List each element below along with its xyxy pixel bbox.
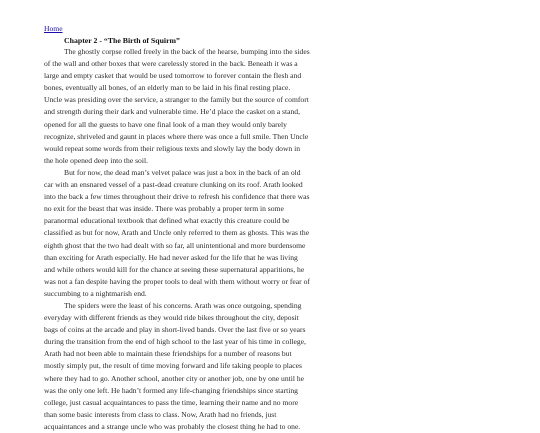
document-content [44, 24, 310, 433]
paragraph-3: The spiders were the least of his concerns. Arath was once outgoing, spending everyday with different friends as they would ride bikes throughout the city, deposit bags of coins at the arcade and play in short-lived bands. Over the last five or so years during the transition from the end of high school to the last year of his time in college, Arath had not been able to maintain these friendships for a number of reasons but mostly simply put, the result of time moving forward and life taking people to places where they had to go. Another school, another city or another job, one by one until he was the only one left. He hadn’t formed any life-changing friendships since starting college, just casual acquaintances to pass the time, learning their name and no more than some basic interests from class to class. Now, Arath had no friends, just acquaintances and a strange uncle who was probably the closest thing he had to one. [44, 300, 306, 431]
paragraph-2: But for now, the dead man’s velvet palace was just a box in the back of an old car with an ensnared vessel of a past-dead creature clunking on its roof. Arath looked into the back a few times throughout their drive to refresh his confidence that there was no exit for the beast that was inside. There was probably a proper term in some paranormal educational textbook that defined what exactly this creature could be classified as but for now, Arath and Uncle only referred to them as ghosts. This was the eighth ghost that the two had dealt with so far, all unintentional and more burdensome than exciting for Arath especially. He had never asked for the life that he was living and while others would kill for the chance at seeing these supernatural apparitions, he was not a fan despite having the proper tools to deal with them without worry or fear of succumbing to a nightmarish end. [44, 167, 310, 298]
chapter-title: Chapter 2 - “The Birth of Squirm” [64, 36, 180, 45]
home-link[interactable]: Home [44, 24, 63, 33]
paragraph-1: The ghostly corpse rolled freely in the back of the hearse, bumping into the sides of the wall and other boxes that were carelessly stored in the back. Beneath it was a large and empty casket that would be used tomorrow to forever contain the flesh and bones, eventually all bones, of an elderly man to be laid in his final resting place. Uncle was presiding over the service, a stranger to the family but the source of comfort and strength during their dark and vulnerable time. He’d place the casket on a stand, opened for all the guests to have one final look of a man they would only barely recognize, shriveled and gaunt in places where there was once a full smile. Then Uncle would repeat some words from their religious texts and slowly lay the body down in the hole opened deep into the soil. [44, 47, 310, 165]
